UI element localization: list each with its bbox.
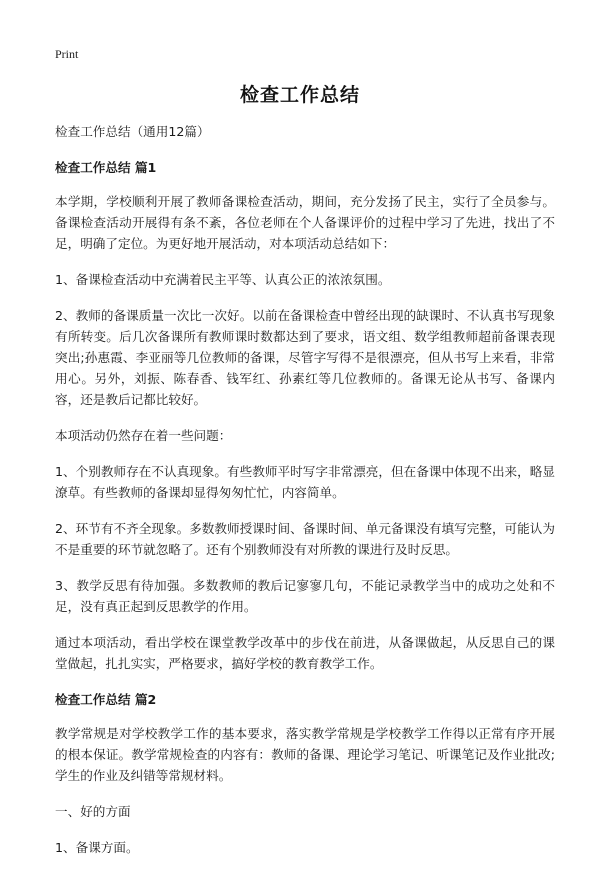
paragraph: 1、备课方面。 [55, 840, 139, 855]
document-subtitle: 检查工作总结（通用12篇） [55, 124, 210, 139]
print-link[interactable]: Print [55, 47, 79, 61]
paragraph: 本学期，学校顺利开展了教师备课检查活动，期间，充分发扬了民主，实行了全员参与。备课检查活动开展得有条不紊，各位老师在个人备课评价的过程中学习了先进，找出了不足，明确了定位。为更好地开展活动，对本项活动总结如下： [55, 194, 555, 251]
paragraph: 3、教学反思有待加强。多数教师的教后记寥寥几句，不能记录教学当中的成功之处和不足，没有真正起到反思教学的作用。 [55, 578, 555, 614]
paragraph: 一、好的方面 [55, 804, 131, 819]
paragraph: 2、环节有不齐全现象。多数教师授课时间、备课时间、单元备课没有填写完整，可能认为不是重要的环节就忽略了。还有个别教师没有对所教的课进行及时反思。 [55, 521, 555, 557]
paragraph: 1、备课检查活动中充满着民主平等、认真公正的浓浓氛围。 [55, 272, 391, 287]
section-heading: 检查工作总结 篇2 [55, 692, 157, 707]
paragraph: 本项活动仍然存在着一些问题： [55, 428, 232, 443]
paragraph: 1、个别教师存在不认真现象。有些教师平时写字非常漂亮，但在备课中体现不出来，略显潦草。有些教师的备课却显得匆匆忙忙，内容简单。 [55, 464, 555, 500]
paragraph: 2、教师的备课质量一次比一次好。以前在备课检查中曾经出现的缺课时、不认真书写现象有所转变。后几次备课所有教师课时数都达到了要求，语文组、数学组教师超前备课表现突出;孙惠霞、李亚丽等几位教师的备课，尽管字写得不是很漂亮，但从书写上来看，非常用心。另外，刘振、陈春香、钱军红、孙素红等几位教师的。备课无论从书写、备课内容，还是教后记都比较好。 [55, 308, 555, 407]
paragraph: 教学常规是对学校教学工作的基本要求，落实教学常规是学校教学工作得以正常有序开展的根本保证。教学常规检查的内容有：教师的备课、理论学习笔记、听课笔记及作业批改;学生的作业及纠错等常规材料。 [55, 726, 555, 783]
page-title: 检查工作总结 [239, 84, 360, 106]
section-1 [55, 157, 555, 674]
document-body [55, 121, 555, 873]
section-heading: 检查工作总结 篇1 [55, 160, 157, 175]
section-2 [55, 689, 555, 858]
paragraph: 通过本项活动，看出学校在课堂教学改革中的步伐在前进，从备课做起，从反思自己的课堂做起，扎扎实实，严格要求，搞好学校的教育教学工作。 [55, 635, 555, 671]
